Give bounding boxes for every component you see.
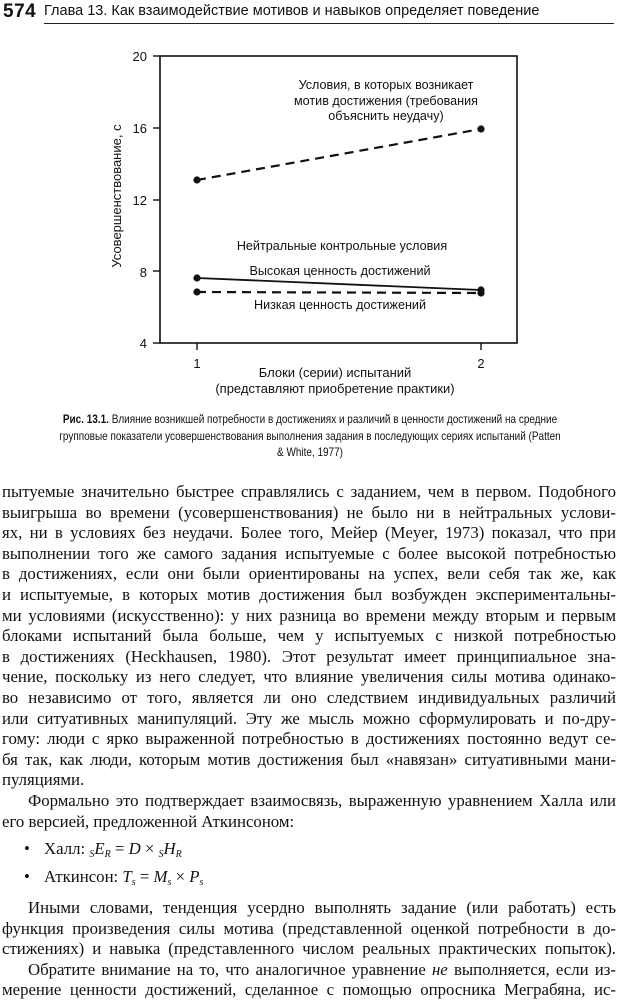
data-point [477,125,484,132]
text-line: в достижениях (Heckhausen, 1980). Этот результат имеет принципиальное зна- [2,646,616,666]
text-line: ях, ни в условиях без неудачи. Более того, Мейер (Meyer, 1973) показал, что при [2,523,616,543]
page-header [0,0,620,26]
text-line: ми условиями (искусственно): у них разница во времени между вторым и первым [2,605,616,625]
formula-hull [2,838,616,866]
subscript: R [104,849,111,861]
x-axis-label-line1: Блоки (серии) испытаний [258,365,412,380]
y-tick-label: 4 [139,336,147,351]
header-rule [44,23,614,24]
x-tick-label: 1 [193,356,201,371]
text-line: чение, поскольку из него следует, что влияние увеличения силы мотива одинако- [2,667,616,687]
formula-var: M [153,867,168,887]
annotation-neutral: Нейтральные контрольные условия [236,239,448,253]
text-line: функция произведения силы мотива (представленной оценкой потребности в до- [2,918,616,938]
text-line: стижениях) и навыка (представленного числом реальных практических попыток). [2,939,616,959]
figure-caption [59,412,561,462]
paragraph-1 [2,482,616,791]
formula-op: = [110,839,129,859]
formula-var: H [163,839,176,859]
caption-text: Влияние возникшей потребности в достижениях и различий в ценности достижений на средние групповые показатели усовершенствования выполнения задания в последующих сериях испытаний (Patten & White, 1977) [59,413,561,459]
y-tick-label: 20 [132,49,147,64]
text-line: и испытуемые, в которых мотив достижения был возбужден экспериментальны- [2,584,616,604]
formula-var: P [189,867,200,887]
series-low-value [193,288,484,296]
formula-op: × [171,867,190,887]
subscript: s [167,877,172,889]
series-motive-aroused [193,125,484,183]
data-point [477,289,484,296]
text-line: блоками испытаний была больше, чем у испытуемых с низкой потребностью [2,626,616,646]
bullet-icon: • [24,867,30,887]
annotation-motive-line1: Условия, в которых возникает [298,78,474,92]
paragraph-4 [2,960,616,1001]
formula-op: = [135,867,154,887]
paragraph-2 [2,791,616,832]
emphasis: не [431,959,448,979]
text-line: пытуемые значительно быстрее справлялись с заданием, чем в первом. Подобного [2,482,616,501]
subscript: s [131,877,136,889]
subscript: S [158,849,164,861]
formula-atkinson [2,866,616,894]
bullet-icon: • [24,839,30,859]
body-text [2,482,616,1001]
y-tick-label: 16 [132,121,147,136]
text-line [2,960,616,981]
text-line: в достижениях, если они были ориентированы на успех, вели себя так же, как [2,564,616,584]
paragraph-3 [2,898,616,960]
data-point [193,176,200,183]
text-line: Иными словами, тенденция усердно выполнять задание (или работать) есть [28,898,616,918]
x-tick-label: 2 [477,356,485,371]
line-chart [0,40,620,400]
text-line: во независимо от того, является ли оно следствием индивидуальных различий [2,687,616,707]
running-title: Глава 13. Как взаимодействие мотивов и навыков определяет поведение [44,3,540,19]
annotation-high-value: Высокая ценность достижений [249,264,431,278]
text-line: пуляциями. [2,770,85,790]
data-point [193,274,200,281]
text-line: или ситуативных манипуляций. Эту же мысль можно сформулировать и по-дру- [2,708,616,728]
text-line: мерение ценности достижений, сделанное с помощью опросника Меграбяна, ис- [2,980,616,1000]
formula-var: D [128,839,141,859]
formula-op: × [140,839,159,859]
text-line: выполнении того же самого задания испытуемые с более высокой потребностью [2,543,616,563]
x-axis [197,343,481,350]
formula-label: Аткинсон: [44,867,123,887]
text-span: выполняется, если из- [447,959,616,979]
formula-var: T [122,867,132,887]
x-axis-label-line2: (представляют приобретение практики) [215,381,455,396]
formula-label: Халл: [44,839,90,859]
subscript: R [175,849,182,861]
subscript: s [199,877,204,889]
data-point [193,288,200,295]
y-axis-label: Усовершенствование, с [109,124,124,268]
y-tick-label: 12 [132,193,147,208]
formula-list [2,838,616,894]
page-number: 574 [3,1,37,22]
text-line: его версией, предложенной Аткинсоном: [2,811,295,831]
annotation-motive-line3: объяснить неудачу) [328,109,444,123]
text-line: гому: люди с ярко выраженной потребностью в достижениях постоянно ведут се- [2,729,616,749]
text-line: бя так, как люди, которым мотив достижения был «навязан» ситуативными мани- [2,749,616,769]
y-axis [153,56,160,343]
subscript: S [89,849,95,861]
annotation-motive-line2: мотив достижения (требования [294,94,478,108]
annotation-low-value: Низкая ценность достижений [253,298,427,312]
text-line: выигрыша во времени (усовершенствования) не было ни в нейтральных услови- [2,502,616,522]
caption-label: Рис. 13.1. [62,413,109,426]
text-span: Обратите внимание на то, что аналогичное уравнение [28,959,432,979]
text-line: Формально это подтверждает взаимосвязь, выраженную уравнением Халла или [28,790,616,810]
y-tick-label: 8 [139,265,147,280]
figure-13-1 [0,40,620,400]
formula-var: E [94,839,105,859]
